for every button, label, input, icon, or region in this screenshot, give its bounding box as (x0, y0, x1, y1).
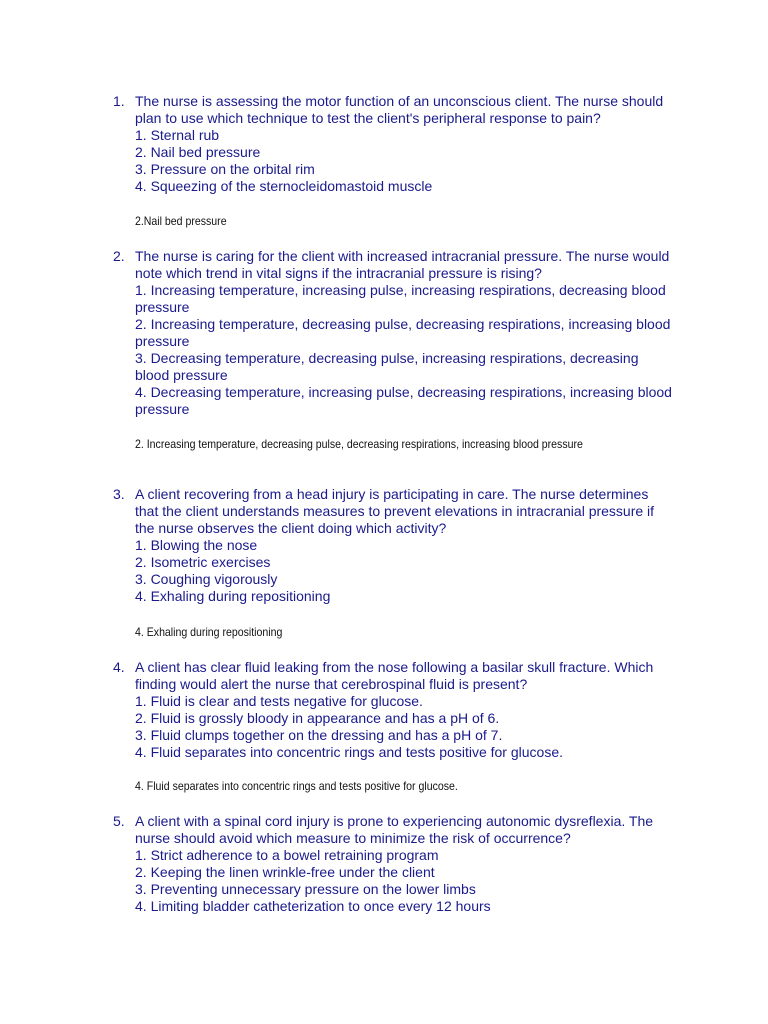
option-4: 4. Decreasing temperature, increasing pulse, decreasing respirations, increasing blood pressure (135, 384, 672, 417)
question-number: 2. (113, 248, 125, 264)
option-3: 3. Coughing vigorously (135, 571, 278, 587)
answer-2: 2. Increasing temperature, decreasing pulse, decreasing respirations, increasing blood pressure (135, 437, 583, 451)
option-1: 1. Strict adherence to a bowel retraining program (135, 847, 439, 863)
option-3: 3. Fluid clumps together on the dressing and has a pH of 7. (135, 727, 503, 743)
question-stem: A client has clear fluid leaking from the nose following a basilar skull fracture. Which finding would alert the nurse that cerebrospinal fluid is present? (135, 659, 654, 692)
option-4: 4. Limiting bladder catheterization to once every 12 hours (135, 898, 491, 914)
question-body (135, 93, 675, 195)
option-3: 3. Decreasing temperature, decreasing pulse, increasing respirations, decreasing blood pressure (135, 350, 639, 383)
answer-1: 2.Nail bed pressure (135, 214, 227, 228)
option-4: 4. Squeezing of the sternocleidomastoid muscle (135, 178, 433, 194)
option-2: 2. Fluid is grossly bloody in appearance and has a pH of 6. (135, 710, 500, 726)
question-stem: A client recovering from a head injury is participating in care. The nurse determines that the client understands measures to prevent elevations in intracranial pressure if the nurse observes the client doing which activity? (135, 486, 655, 536)
option-1: 1. Sternal rub (135, 127, 220, 143)
question-body (135, 813, 675, 915)
question-number: 4. (113, 659, 125, 675)
option-4: 4. Fluid separates into concentric rings and tests positive for glucose. (135, 744, 563, 760)
option-2: 2. Nail bed pressure (135, 144, 261, 160)
question-number: 1. (113, 93, 125, 109)
option-3: 3. Pressure on the orbital rim (135, 161, 315, 177)
question-stem: The nurse is caring for the client with increased intracranial pressure. The nurse would note which trend in vital signs if the intracranial pressure is rising? (135, 248, 670, 281)
option-1: 1. Increasing temperature, increasing pulse, increasing respirations, decreasing blood pressure (135, 282, 666, 315)
option-2: 2. Isometric exercises (135, 554, 271, 570)
question-body (135, 248, 675, 418)
answer-3: 4. Exhaling during repositioning (135, 625, 283, 639)
option-4: 4. Exhaling during repositioning (135, 588, 331, 604)
option-3: 3. Preventing unnecessary pressure on the lower limbs (135, 881, 476, 897)
option-2: 2. Keeping the linen wrinkle-free under the client (135, 864, 435, 880)
question-number: 5. (113, 813, 125, 829)
option-1: 1. Blowing the nose (135, 537, 258, 553)
answer-4: 4. Fluid separates into concentric rings and tests positive for glucose. (135, 779, 458, 793)
option-1: 1. Fluid is clear and tests negative for glucose. (135, 693, 423, 709)
question-stem: The nurse is assessing the motor function of an unconscious client. The nurse should plan to use which technique to test the client's peripheral response to pain? (135, 93, 664, 126)
question-body (135, 659, 675, 761)
question-body (135, 486, 675, 605)
option-2: 2. Increasing temperature, decreasing pulse, decreasing respirations, increasing blood pressure (135, 316, 671, 349)
question-stem: A client with a spinal cord injury is prone to experiencing autonomic dysreflexia. The nurse should avoid which measure to minimize the risk of occurrence? (135, 813, 654, 846)
question-number: 3. (113, 486, 125, 502)
